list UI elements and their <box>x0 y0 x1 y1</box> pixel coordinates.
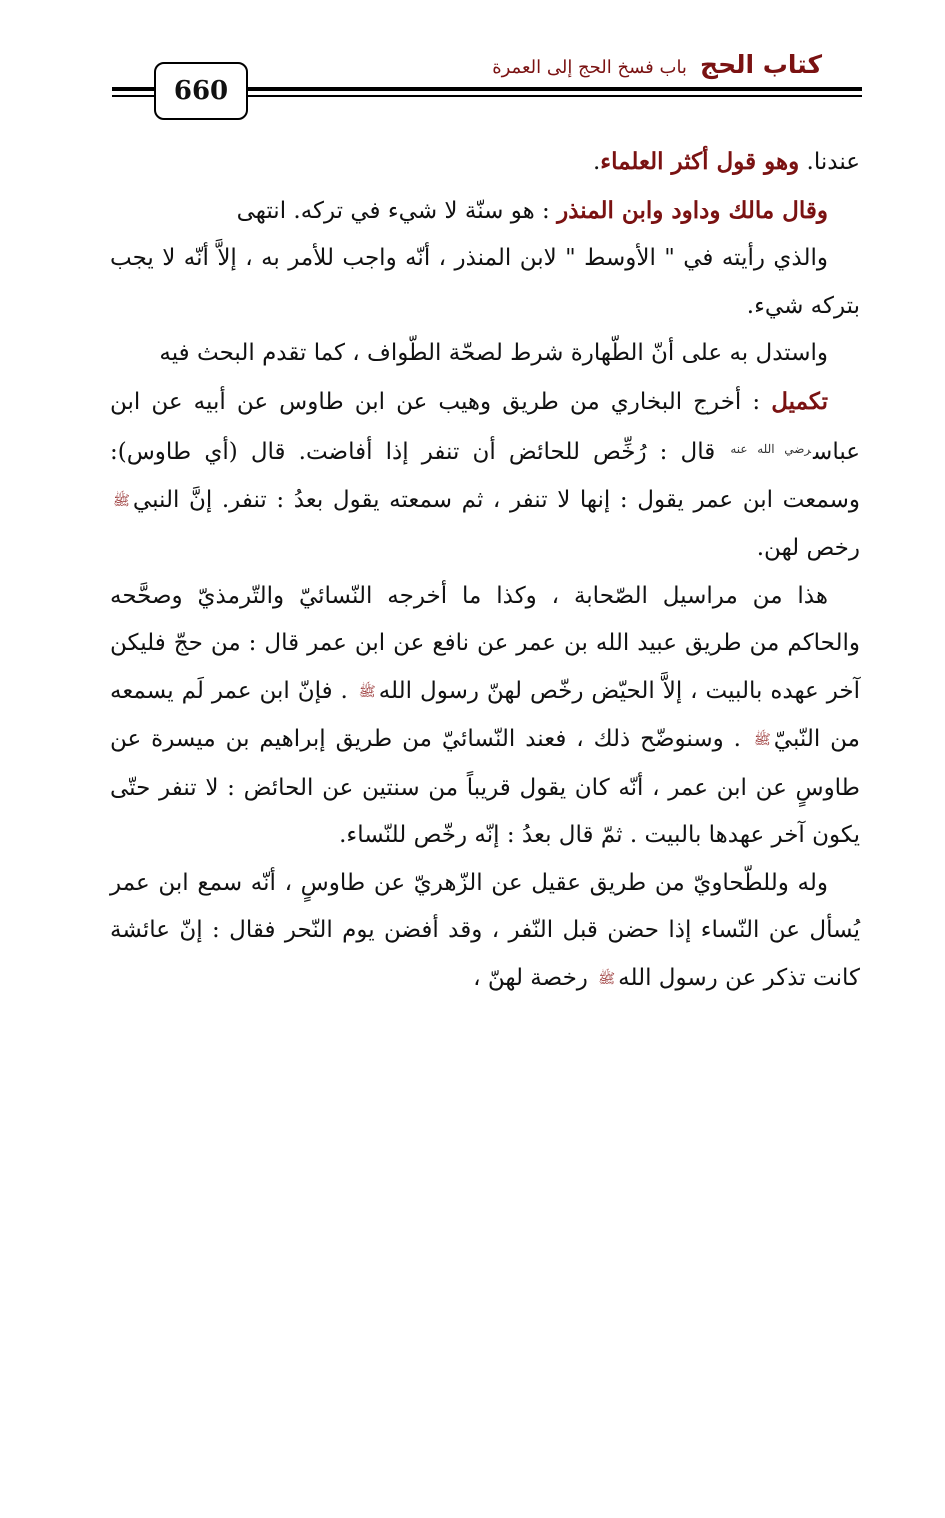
takmil-label: تكميل <box>771 387 828 415</box>
paragraph-7-text-a: وله وللطّحاويّ من طريق عقيل عن الزّهريّ عن طاوسٍ ، أنّه سمع ابن عمر يُسأل عن النّساء إذا حضن قبل النّفر ، وقد أفضن يوم النّحر فقال : إنّ عائشة كانت تذكر عن رسول الله <box>110 869 860 991</box>
paragraph-6-text-b: . فإنّ ابن عمر لَم يسمعه من النّبيّ <box>110 677 860 752</box>
page-header <box>112 40 862 120</box>
paragraph-2-text: : هو سنّة لا شيء في تركه. انتهى <box>236 197 558 224</box>
paragraph-7 <box>110 860 860 1004</box>
paragraph-2 <box>110 187 860 236</box>
paragraph-5-text-a: : أخرج البخاري من طريق وهيب عن ابن طاوس عن أبيه عن ابن عباس <box>110 388 860 465</box>
paragraph-1 <box>110 138 860 187</box>
page-body <box>110 138 860 1003</box>
paragraph-3 <box>110 235 860 330</box>
book-title: كتاب الحج <box>700 50 822 79</box>
salla-allah-alayhi-glyph: ﷺ <box>598 970 616 987</box>
paragraph-4-text: واستدل به على أنّ الطّهارة شرط لصحّة الطّواف ، كما تقدم البحث فيه <box>159 340 828 366</box>
salla-allah-alayhi-glyph: ﷺ <box>113 492 130 509</box>
radiya-allah-anhu-glyph: رضي الله عنه <box>730 442 812 456</box>
paragraph-3-text: والذي رأيته في " الأوسط " لابن المنذر ، أنّه واجب للأمر به ، إلاَّ أنّه لا يجب بتركه شيء. <box>110 245 860 319</box>
salla-allah-alayhi-glyph: ﷺ <box>358 683 376 700</box>
paragraph-1-tail: . <box>592 149 601 175</box>
paragraph-5-text-b: قال : رُخِّص للحائض أن تنفر إذا أفاضت. قال (أي طاوس): وسمعت ابن عمر يقول : إنها لا تنفر ، ثم سمعته يقول بعدُ : تنفر. إنَّ النبي <box>110 439 860 513</box>
chapter-title: باب فسخ الحج إلى العمرة <box>492 57 687 78</box>
page-number: 660 <box>154 62 248 120</box>
salla-allah-alayhi-glyph: ﷺ <box>753 732 771 748</box>
paragraph-1-lead: عندنا. <box>799 149 860 175</box>
paragraph-4 <box>110 330 860 378</box>
paragraph-6 <box>110 573 860 860</box>
paragraph-6-text-c: . وسنوضّح ذلك ، فعند النّسائيّ من طريق إبراهيم بن ميسرة عن طاوسٍ عن ابن عمر ، أنّه كان يقول قريباً من سنتين عن الحائض : لا تنفر حتّى يكون آخر عهدها بالبيت . ثمّ قال بعدُ : إنّه رخّص للنّساء. <box>110 726 860 848</box>
paragraph-7-text-b: رخصة لهنّ ، <box>473 964 596 991</box>
paragraph-1-highlight: وهو قول أكثر العلماء <box>600 148 800 175</box>
paragraph-6-text-a: هذا من مراسيل الصّحابة ، وكذا ما أخرجه النّسائيّ والتّرمذيّ وصحَّحه والحاكم من طريق عبيد الله بن عمر عن نافع عن ابن عمر قال : من حجّ فليكن آخر عهده بالبيت ، إلاَّ الحيّض رخّص لهنّ رسول الله <box>110 582 860 704</box>
paragraph-5 <box>110 378 860 573</box>
paragraph-2-highlight: وقال مالك وداود وابن المنذر <box>557 196 828 224</box>
header-title <box>492 50 822 79</box>
paragraph-5-text-c: رخص لهن. <box>756 535 860 561</box>
